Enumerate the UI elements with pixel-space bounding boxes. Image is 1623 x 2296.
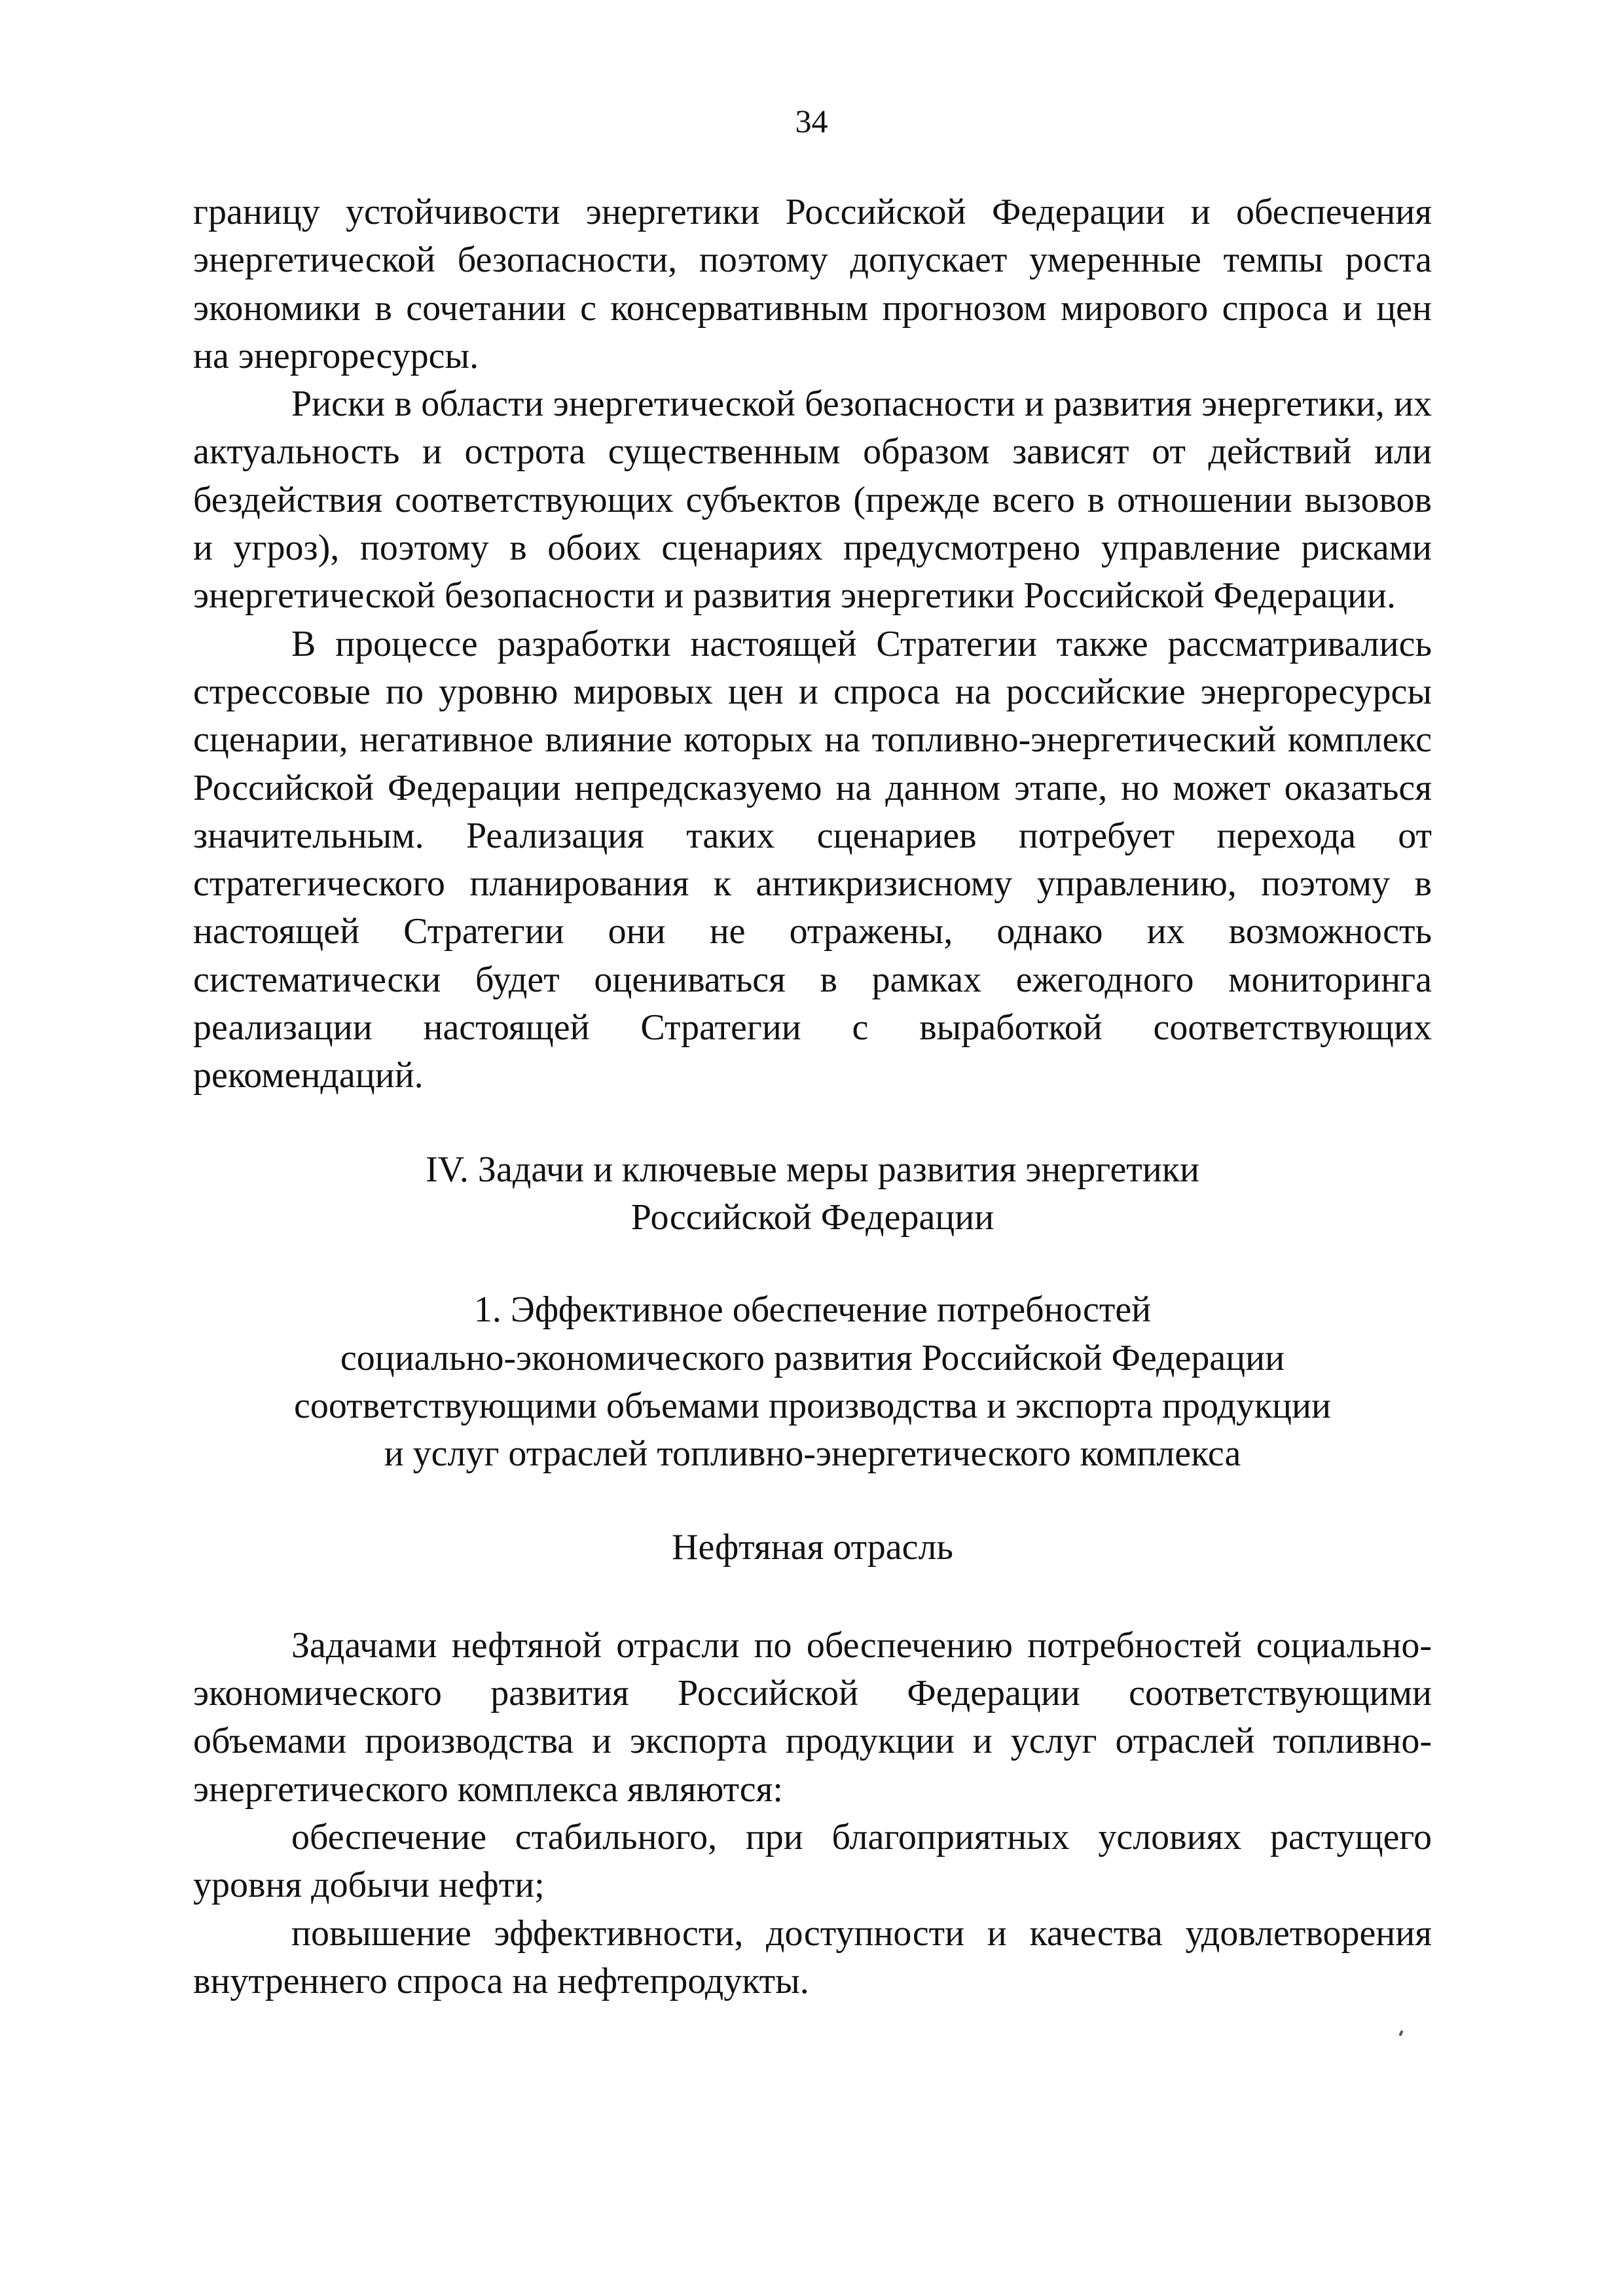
oil-task-domestic-demand: повышение эффективности, доступности и качества удовлетворения внутреннего спроса на нефтепродукты.	[193, 1912, 1432, 2001]
oil-industry-heading: Нефтяная отрасль	[672, 1527, 953, 1568]
paragraph-stability-boundary: границу устойчивости энергетики Российской Федерации и обеспечения энергетической безопасности, поэтому допускает умеренные темпы роста экономики в сочетании с консервативным прогнозом мирового спроса и цен на энергоресурсы.	[193, 192, 1432, 376]
subsection-heading-line-2: социально-экономического развития Российской Федерации	[340, 1337, 1285, 1378]
document-body	[193, 188, 1432, 2005]
paragraph-stress-scenarios: В процессе разработки настоящей Стратегии также рассматривались стрессовые по уровню мировых цен и спроса на российские энергоресурсы сценарии, негативное влияние которых на топливно-энергетический комплекс Российской Федерации непредсказуемо на данном этапе, но может оказаться значительным. Реализация таких сценариев потребует перехода от стратегического планирования к антикризисному управлению, поэтому в настоящей Стратегии они не отражены, однако их возможность систематически будет оцениваться в рамках ежегодного мониторинга реализации настоящей Стратегии с выработкой соответствующих рекомендаций.	[193, 623, 1432, 1096]
oil-tasks-intro: Задачами нефтяной отрасли по обеспечению потребностей социально-экономического развития Российской Федерации соответствующими объемами производства и экспорта продукции и услуг отраслей топливно-энергетического комплекса являются:	[193, 1624, 1432, 1810]
section-heading	[193, 1146, 1432, 1242]
subsection-heading	[193, 1286, 1432, 1478]
oil-task-production: обеспечение стабильного, при благоприятных условиях растущего уровня добычи нефти;	[193, 1816, 1432, 1906]
subsection-heading-line-1: 1. Эффективное обеспечение потребностей	[473, 1289, 1152, 1331]
section-heading-line-2: Российской Федерации	[630, 1196, 994, 1238]
page-number: 34	[795, 103, 828, 139]
paragraph-risks: Риски в области энергетической безопасности и развития энергетики, их актуальность и острота существенным образом зависят от действий или бездействия соответствующих субъектов (прежде всего в отношении вызовов и угроз), поэтому в обоих сценариях предусмотрено управление рисками энергетической безопасности и развития энергетики Российской Федерации.	[193, 384, 1432, 617]
scan-speck	[1398, 2030, 1403, 2037]
subsection-heading-line-3: соответствующими объемами производства и экспорта продукции	[294, 1385, 1331, 1426]
subsection-heading-line-4: и услуг отраслей топливно-энергетического комплекса	[384, 1433, 1241, 1475]
section-heading-line-1: IV. Задачи и ключевые меры развития энергетики	[426, 1149, 1199, 1190]
